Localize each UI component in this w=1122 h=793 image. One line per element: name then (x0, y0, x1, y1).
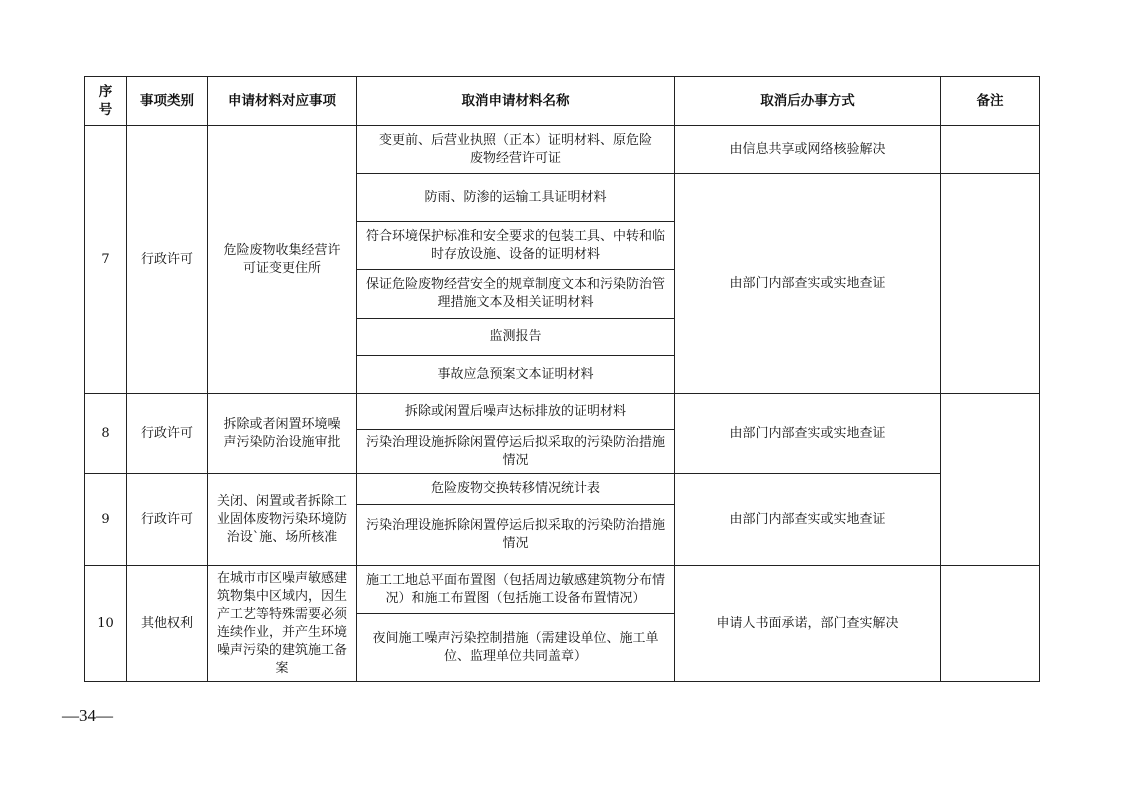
remark-cell (941, 394, 1040, 566)
method-cell: 由信息共享或网络核验解决 (675, 126, 941, 174)
material-cell: 变更前、后营业执照（正本）证明材料、原危险废物经营许可证 (357, 126, 675, 174)
row-no: 7 (85, 126, 127, 394)
header-row (85, 77, 1040, 126)
row-category: 行政许可 (127, 126, 208, 394)
materials-table (84, 76, 1040, 682)
header-category: 事项类别 (127, 77, 208, 126)
method-cell: 由部门内部查实或实地查证 (675, 394, 941, 474)
remark-cell (941, 566, 1040, 682)
remark-cell (941, 174, 1040, 394)
row-no: 9 (85, 474, 127, 566)
header-material: 取消申请材料名称 (357, 77, 675, 126)
material-cell: 保证危险废物经营安全的规章制度文本和污染防治管理措施文本及相关证明材料 (357, 270, 675, 319)
table-row (85, 566, 1040, 614)
page-number: —34— (62, 706, 113, 725)
material-cell: 夜间施工噪声污染控制措施（需建设单位、施工单位、监理单位共同盖章） (357, 614, 675, 682)
row-category: 行政许可 (127, 394, 208, 474)
table-row (85, 126, 1040, 174)
material-cell: 施工工地总平面布置图（包括周边敏感建筑物分布情况）和施工布置图（包括施工设备布置情况） (357, 566, 675, 614)
material-cell: 拆除或闲置后噪声达标排放的证明材料 (357, 394, 675, 430)
material-cell: 事故应急预案文本证明材料 (357, 356, 675, 394)
row-matter: 危险废物收集经营许可证变更住所 (208, 126, 357, 394)
row-category: 行政许可 (127, 474, 208, 566)
row-category: 其他权利 (127, 566, 208, 682)
material-cell: 污染治理设施拆除闲置停运后拟采取的污染防治措施情况 (357, 430, 675, 474)
header-no: 序 号 (85, 77, 127, 126)
header-remark: 备注 (941, 77, 1040, 126)
table-row (85, 394, 1040, 430)
row-matter: 拆除或者闲置环境噪声污染防治设施审批 (208, 394, 357, 474)
material-cell: 防雨、防渗的运输工具证明材料 (357, 174, 675, 222)
material-cell: 监测报告 (357, 319, 675, 356)
row-no: 8 (85, 394, 127, 474)
row-matter: 关闭、闲置或者拆除工业固体废物污染环境防治设`施、场所核准 (208, 474, 357, 566)
material-cell: 符合环境保护标准和安全要求的包装工具、中转和临时存放设施、设备的证明材料 (357, 222, 675, 270)
remark-cell (941, 126, 1040, 174)
table-row (85, 474, 1040, 505)
material-cell: 危险废物交换转移情况统计表 (357, 474, 675, 505)
row-matter: 在城市市区噪声敏感建筑物集中区域内，因生产工艺等特殊需要必须连续作业，并产生环境噪声污染的建筑施工备案 (208, 566, 357, 682)
method-cell: 由部门内部查实或实地查证 (675, 174, 941, 394)
row-no: 10 (85, 566, 127, 682)
material-cell: 污染治理设施拆除闲置停运后拟采取的污染防治措施情况 (357, 505, 675, 566)
header-method: 取消后办事方式 (675, 77, 941, 126)
header-matter: 申请材料对应事项 (208, 77, 357, 126)
method-cell: 由部门内部查实或实地查证 (675, 474, 941, 566)
method-cell: 申请人书面承诺，部门查实解决 (675, 566, 941, 682)
